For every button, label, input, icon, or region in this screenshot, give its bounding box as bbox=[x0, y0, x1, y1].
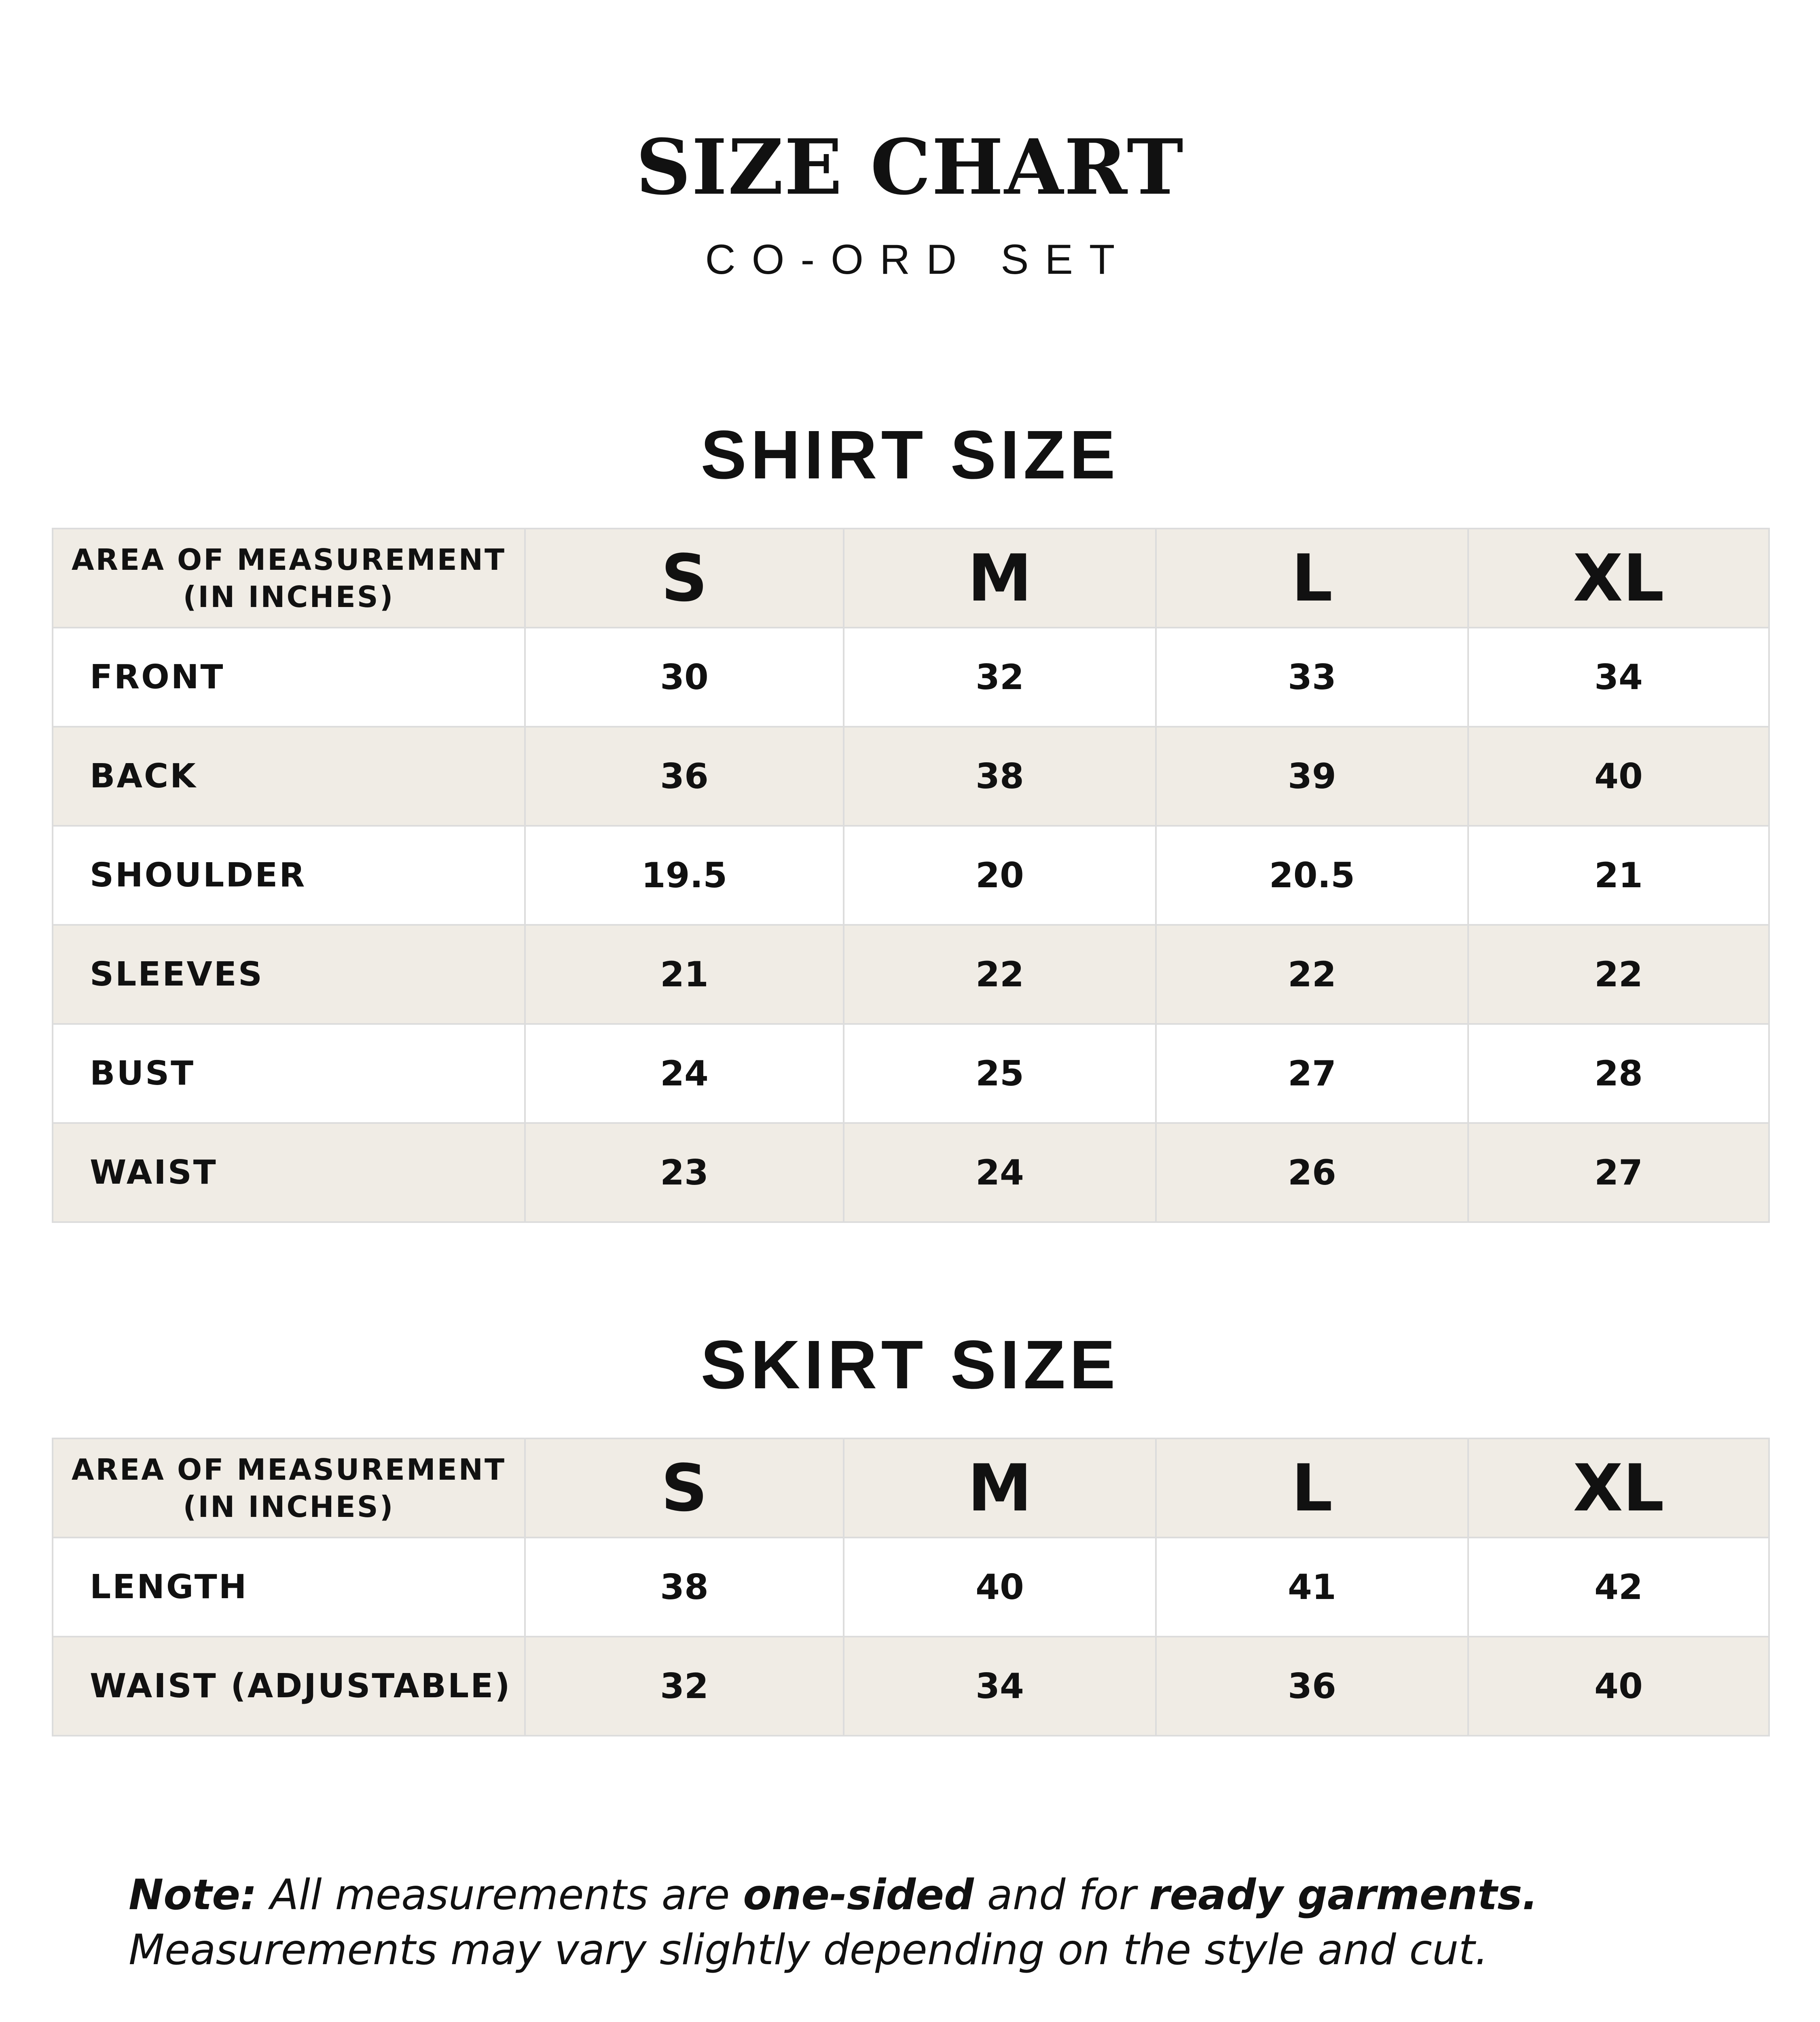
page-title: SIZE CHART bbox=[636, 123, 1184, 212]
cell-value: 22 bbox=[1468, 925, 1769, 1024]
cell-value: 27 bbox=[1468, 1123, 1769, 1222]
table-row bbox=[53, 727, 1769, 826]
size-header-s: S bbox=[525, 1438, 844, 1538]
size-header-xl: XL bbox=[1468, 529, 1769, 628]
cell-value: 32 bbox=[525, 1637, 844, 1736]
size-header-l: L bbox=[1156, 529, 1468, 628]
cell-value: 20 bbox=[844, 826, 1156, 925]
note-text-1: All measurements are bbox=[257, 1871, 743, 1919]
size-header-m: M bbox=[844, 1438, 1156, 1538]
cell-value: 30 bbox=[525, 628, 844, 727]
cell-value: 41 bbox=[1156, 1538, 1468, 1637]
row-label: WAIST (ADJUSTABLE) bbox=[53, 1637, 525, 1736]
cell-value: 20.5 bbox=[1156, 826, 1468, 925]
cell-value: 22 bbox=[1156, 925, 1468, 1024]
note-line-2: Measurements may vary slightly depending on the style and cut. bbox=[129, 1926, 1488, 1974]
note-line-1 bbox=[129, 1868, 1787, 1923]
cell-value: 24 bbox=[844, 1123, 1156, 1222]
cell-value: 33 bbox=[1156, 628, 1468, 727]
table-header-row bbox=[53, 529, 1769, 628]
header-label-line2: (IN INCHES) bbox=[183, 580, 395, 614]
cell-value: 27 bbox=[1156, 1024, 1468, 1123]
cell-value: 32 bbox=[844, 628, 1156, 727]
note-emphasis-ready-garments: ready garments. bbox=[1149, 1871, 1538, 1919]
row-label: BACK bbox=[53, 727, 525, 826]
row-label: SLEEVES bbox=[53, 925, 525, 1024]
cell-value: 40 bbox=[1468, 1637, 1769, 1736]
cell-value: 38 bbox=[844, 727, 1156, 826]
cell-value: 38 bbox=[525, 1538, 844, 1637]
cell-value: 24 bbox=[525, 1024, 844, 1123]
row-label: SHOULDER bbox=[53, 826, 525, 925]
cell-value: 40 bbox=[844, 1538, 1156, 1637]
table-row bbox=[53, 925, 1769, 1024]
table-row bbox=[53, 1123, 1769, 1222]
cell-value: 26 bbox=[1156, 1123, 1468, 1222]
header-label-line1: AREA OF MEASUREMENT bbox=[71, 542, 506, 577]
measurement-area-header bbox=[53, 1438, 525, 1538]
shirt-size-heading: SHIRT SIZE bbox=[700, 417, 1120, 493]
measurement-note bbox=[129, 1868, 1787, 1978]
table-header-row bbox=[53, 1438, 1769, 1538]
table-row bbox=[53, 1538, 1769, 1637]
row-label: LENGTH bbox=[53, 1538, 525, 1637]
cell-value: 21 bbox=[1468, 826, 1769, 925]
row-label: FRONT bbox=[53, 628, 525, 727]
cell-value: 34 bbox=[1468, 628, 1769, 727]
cell-value: 36 bbox=[525, 727, 844, 826]
row-label: BUST bbox=[53, 1024, 525, 1123]
cell-value: 40 bbox=[1468, 727, 1769, 826]
header-label-line1: AREA OF MEASUREMENT bbox=[71, 1452, 506, 1487]
skirt-size-heading: SKIRT SIZE bbox=[700, 1326, 1120, 1403]
cell-value: 36 bbox=[1156, 1637, 1468, 1736]
header-label-line2: (IN INCHES) bbox=[183, 1489, 395, 1524]
page-subtitle: CO-ORD SET bbox=[705, 236, 1131, 283]
cell-value: 23 bbox=[525, 1123, 844, 1222]
size-header-s: S bbox=[525, 529, 844, 628]
cell-value: 42 bbox=[1468, 1538, 1769, 1637]
table-row bbox=[53, 826, 1769, 925]
cell-value: 39 bbox=[1156, 727, 1468, 826]
size-header-l: L bbox=[1156, 1438, 1468, 1538]
note-emphasis-one-sided: one-sided bbox=[743, 1871, 974, 1919]
cell-value: 25 bbox=[844, 1024, 1156, 1123]
note-lead: Note: bbox=[129, 1871, 257, 1919]
cell-value: 19.5 bbox=[525, 826, 844, 925]
size-header-m: M bbox=[844, 529, 1156, 628]
table-row bbox=[53, 1637, 1769, 1736]
cell-value: 34 bbox=[844, 1637, 1156, 1736]
row-label: WAIST bbox=[53, 1123, 525, 1222]
cell-value: 28 bbox=[1468, 1024, 1769, 1123]
shirt-size-table bbox=[52, 528, 1770, 1223]
table-row bbox=[53, 628, 1769, 727]
table-row bbox=[53, 1024, 1769, 1123]
cell-value: 22 bbox=[844, 925, 1156, 1024]
cell-value: 21 bbox=[525, 925, 844, 1024]
skirt-size-table bbox=[52, 1438, 1770, 1736]
measurement-area-header bbox=[53, 529, 525, 628]
note-text-2: and for bbox=[973, 1871, 1149, 1919]
size-header-xl: XL bbox=[1468, 1438, 1769, 1538]
